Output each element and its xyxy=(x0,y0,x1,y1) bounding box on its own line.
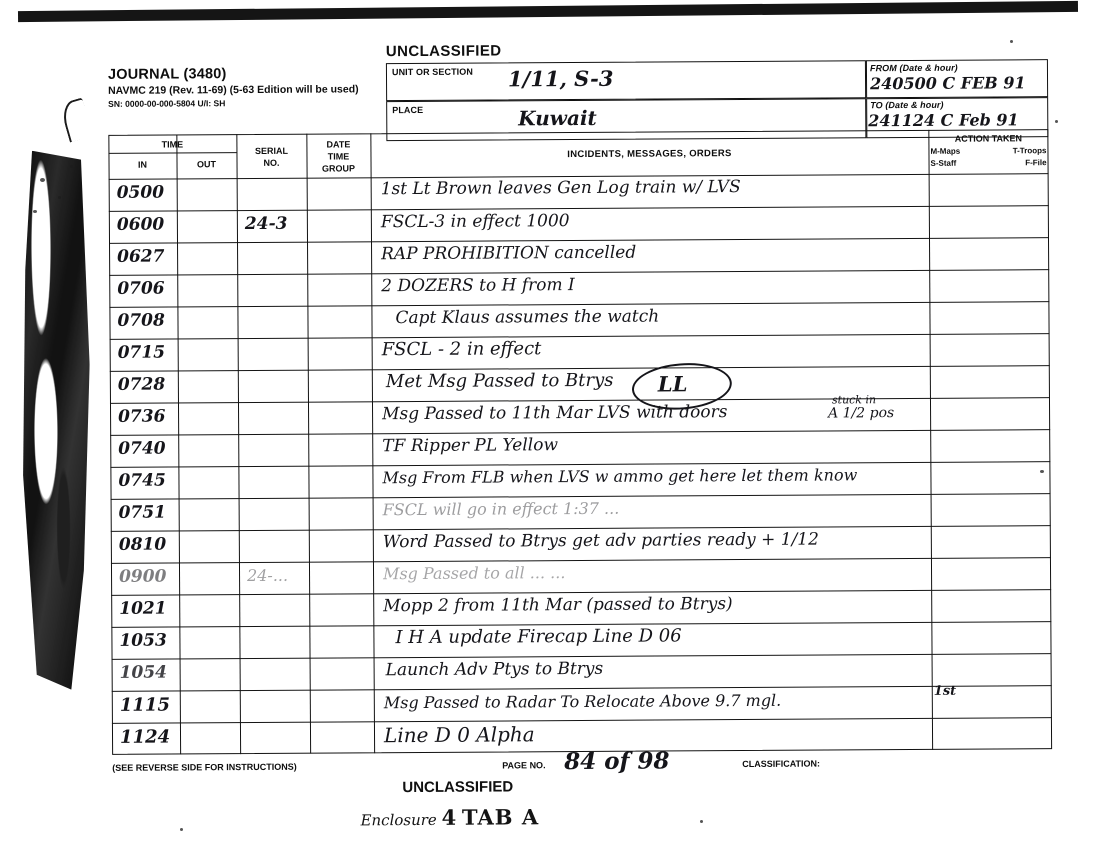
enclosure-label: Enclosure xyxy=(360,810,437,830)
table-row[interactable]: 0627 xyxy=(117,246,165,267)
scan-speck xyxy=(58,196,61,199)
table-row[interactable]: FSCL-3 in effect 1000 xyxy=(380,211,570,233)
table-row[interactable]: 0736 xyxy=(118,406,166,427)
circled-annotation-text[interactable]: LL xyxy=(657,371,688,397)
scan-speck xyxy=(33,210,37,213)
table-row[interactable]: 24-3 xyxy=(244,213,288,235)
col-header-dtg-line2: TIME xyxy=(327,151,350,162)
classification-top: UNCLASSIFIED xyxy=(385,42,502,61)
place-value[interactable]: Kuwait xyxy=(518,105,597,131)
classification-label: CLASSIFICATION: xyxy=(742,758,821,770)
col-header-action-staff: S-Staff xyxy=(930,158,957,168)
col-header-serial-no-line1: SERIAL xyxy=(254,145,288,156)
enclosure-number: 4 xyxy=(441,804,458,830)
col-header-dtg-line1: DATE xyxy=(326,139,351,150)
scan-speck xyxy=(70,165,73,168)
table-row[interactable]: Capt Klaus assumes the watch xyxy=(395,306,660,329)
page-no-value[interactable]: 84 of 98 xyxy=(564,747,670,776)
form-title: JOURNAL (3480) xyxy=(107,66,227,83)
table-row[interactable]: Msg Passed to 11th Mar LVS with doors xyxy=(381,402,728,425)
table-row[interactable]: FSCL will go in effect 1:37 ... xyxy=(382,498,620,520)
table-row[interactable]: Mopp 2 from 11th Mar (passed to Btrys) xyxy=(383,594,733,617)
from-value[interactable]: 240500 C FEB 91 xyxy=(869,73,1026,94)
col-header-action-taken: ACTION TAKEN xyxy=(954,133,1023,144)
form-stock-number: SN: 0000-00-000-5804 U/I: SH xyxy=(108,98,226,109)
table-row[interactable]: 0745 xyxy=(118,470,166,491)
unit-section-value[interactable]: 1/11, S-3 xyxy=(507,65,614,92)
table-row[interactable]: 0600 xyxy=(116,214,165,235)
col-header-incidents: INCIDENTS, MESSAGES, ORDERS xyxy=(567,148,732,161)
table-row[interactable]: Msg Passed to Radar To Relocate Above 9.7 mgl. xyxy=(383,690,782,713)
journal-form xyxy=(98,31,1063,830)
table-row[interactable]: 0500 xyxy=(116,182,165,203)
stray-pen-mark xyxy=(59,97,93,142)
scan-speck xyxy=(180,828,183,831)
table-row[interactable]: 1st Lt Brown leaves Gen Log train w/ LVS xyxy=(380,177,741,200)
table-row-action[interactable]: 1st xyxy=(933,683,957,699)
classification-bottom: UNCLASSIFIED xyxy=(402,778,514,797)
table-row[interactable]: 0708 xyxy=(117,310,165,331)
journal-table xyxy=(108,129,1052,755)
table-row[interactable]: TF Ripper PL Yellow xyxy=(382,435,559,457)
to-value[interactable]: 241124 C Feb 91 xyxy=(868,110,1019,131)
table-row[interactable]: FSCL - 2 in effect xyxy=(381,338,542,361)
page-no-label: PAGE NO. xyxy=(502,760,546,771)
scan-edge-top xyxy=(18,1,1078,22)
table-row[interactable]: 0740 xyxy=(118,438,166,459)
from-label: FROM (Date & hour) xyxy=(869,62,958,74)
col-header-serial-no-line2: NO. xyxy=(263,157,280,168)
table-row[interactable]: RAP PROHIBITION cancelled xyxy=(381,242,637,265)
table-row[interactable]: 0715 xyxy=(117,342,166,363)
unit-section-label: UNIT OR SECTION xyxy=(391,66,474,78)
form-number: NAVMC 219 (Rev. 11-69) (5-63 Edition will be used) xyxy=(108,83,359,97)
enclosure-tab: TAB A xyxy=(461,804,540,830)
form-masthead xyxy=(108,65,378,109)
table-row[interactable]: 0751 xyxy=(118,502,167,523)
table-row[interactable]: 1053 xyxy=(119,630,167,651)
col-header-action-file: F-File xyxy=(1025,158,1047,168)
col-header-action-troops: T-Troops xyxy=(1012,146,1047,156)
scan-speck xyxy=(700,820,703,823)
table-row[interactable]: 1124 xyxy=(119,726,171,748)
col-header-action-maps: M-Maps xyxy=(930,146,961,156)
table-row[interactable]: Word Passed to Btrys get adv parties ready + 1/12 xyxy=(382,529,819,553)
table-row[interactable]: 1115 xyxy=(119,694,171,716)
table-row[interactable]: I H A update Firecap Line D 06 xyxy=(395,625,682,649)
table-row[interactable]: 0706 xyxy=(117,278,165,299)
table-row[interactable]: 24-... xyxy=(246,565,289,586)
to-label: TO (Date & hour) xyxy=(870,99,944,111)
place-label: PLACE xyxy=(392,104,424,116)
col-header-out: OUT xyxy=(196,159,217,170)
table-row[interactable]: 1054 xyxy=(119,662,168,683)
table-row[interactable]: Line D 0 Alpha xyxy=(383,722,535,748)
table-row[interactable]: Msg Passed to all ... ... xyxy=(382,563,566,584)
col-header-time: TIME xyxy=(161,139,184,150)
table-row[interactable]: Met Msg Passed to Btrys xyxy=(385,369,614,393)
col-header-dtg-line3: GROUP xyxy=(322,163,356,174)
table-row[interactable]: 2 DOZERS to H from I xyxy=(381,275,575,297)
scan-edge-left xyxy=(19,148,93,691)
col-header-in: IN xyxy=(137,159,148,170)
enclosure-annotation xyxy=(360,804,539,830)
table-row[interactable]: 0728 xyxy=(117,374,166,395)
reverse-side-instructions: (SEE REVERSE SIDE FOR INSTRUCTIONS) xyxy=(112,761,297,773)
table-row[interactable]: 1021 xyxy=(119,598,167,619)
table-row-superscript-1: stuck in xyxy=(831,393,877,407)
table-row[interactable]: 0900 xyxy=(118,566,167,587)
table-row[interactable]: Msg From FLB when LVS w ammo get here let them know xyxy=(382,465,858,488)
scan-speck xyxy=(40,178,45,182)
table-row[interactable]: Launch Adv Ptys to Btrys xyxy=(385,658,604,681)
table-row-superscript-2: A 1/2 pos xyxy=(828,405,895,422)
table-row[interactable]: 0810 xyxy=(118,534,167,555)
